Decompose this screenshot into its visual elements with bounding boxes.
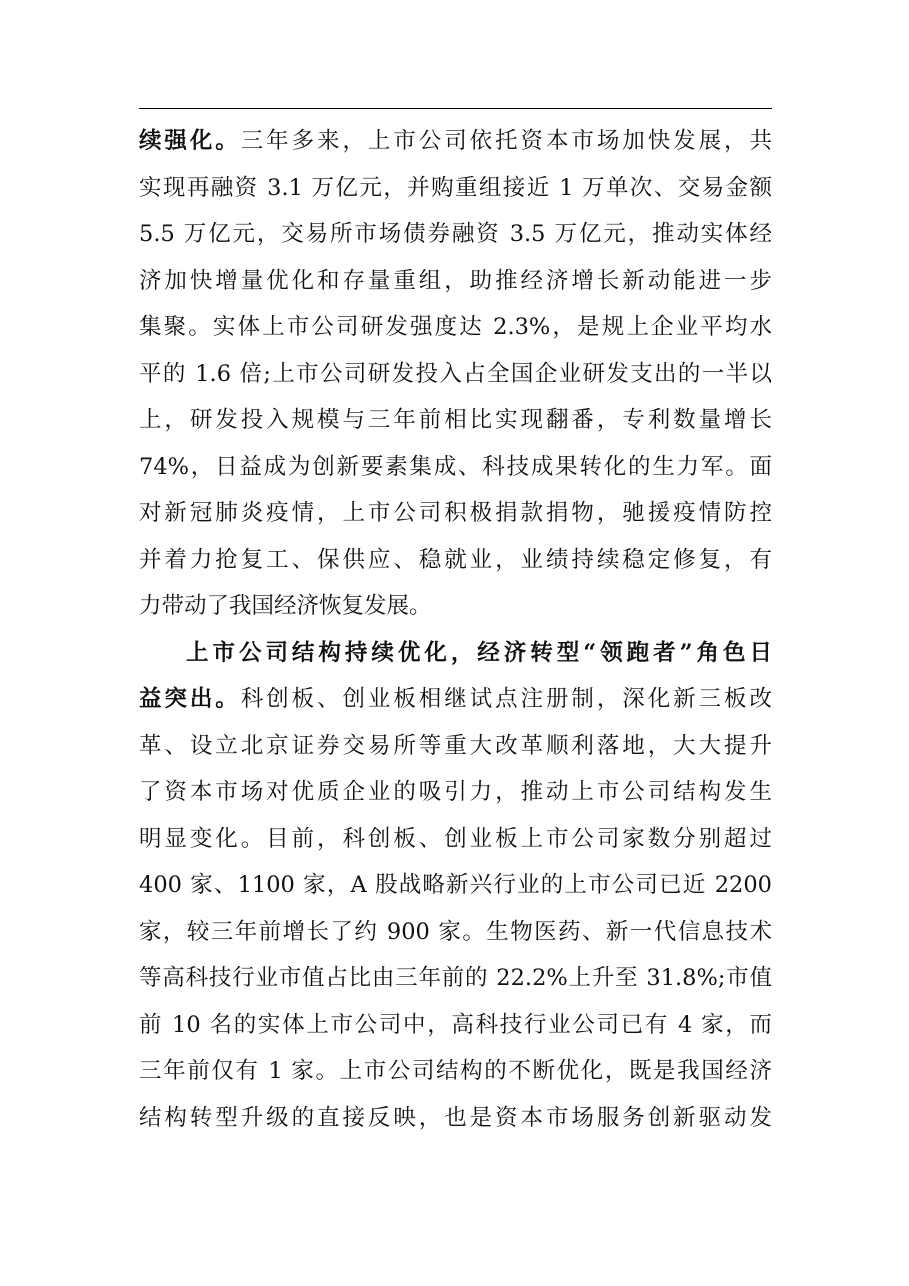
text-line — [139, 351, 772, 398]
text-run: 三年前仅有 1 家。上市公司结构的不断优化，既是我国经济 — [139, 1058, 772, 1084]
text-line — [139, 909, 772, 956]
text-run: 上，研发投入规模与三年前相比实现翻番，专利数量增长 — [139, 407, 772, 433]
text-run: 前 10 名的实体上市公司中，高科技行业公司已有 4 家，而 — [139, 1011, 772, 1038]
text-line — [139, 537, 772, 584]
text-line — [139, 769, 772, 816]
text-line — [139, 444, 772, 491]
text-line — [139, 676, 772, 723]
text-line — [139, 723, 772, 770]
text-run: 科创板、创业板相继试点注册制，深化新三板改 — [240, 686, 772, 712]
header-rule — [139, 108, 772, 109]
text-line — [139, 1048, 772, 1095]
text-line — [139, 304, 772, 351]
text-line — [139, 955, 772, 1002]
text-line — [139, 862, 772, 909]
text-run: 了资本市场对优质企业的吸引力，推动上市公司结构发生 — [139, 779, 772, 805]
text-run: 74%，日益成为创新要素集成、科技成果转化的生力军。面 — [139, 453, 772, 480]
text-line — [139, 118, 772, 165]
bold-run: 续强化。 — [139, 128, 241, 154]
text-run: 实现再融资 3.1 万亿元，并购重组接近 1 万单次、交易金额 — [139, 174, 772, 201]
body-text — [139, 118, 772, 1141]
text-run: 5.5 万亿元，交易所市场债券融资 3.5 万亿元，推动实体经 — [139, 221, 772, 247]
text-line — [139, 630, 772, 677]
text-line — [139, 490, 772, 537]
bold-run: 上市公司结构持续优化，经济转型“领跑者”角色日 — [186, 639, 772, 666]
text-run: 家，较三年前增长了约 900 家。生物医药、新一代信息技术 — [139, 918, 772, 945]
text-run: 平的 1.6 倍;上市公司研发投入占全国企业研发支出的一半以 — [139, 360, 772, 387]
text-run: 革、设立北京证券交易所等重大改革顺利落地，大大提升 — [139, 732, 772, 759]
text-line — [139, 211, 772, 258]
text-line — [139, 258, 772, 305]
bold-run: 益突出。 — [139, 686, 241, 712]
text-run: 集聚。实体上市公司研发强度达 2.3%，是规上企业平均水 — [139, 314, 772, 340]
text-line — [139, 583, 772, 630]
text-run: 结构转型升级的直接反映，也是资本市场服务创新驱动发 — [139, 1104, 772, 1131]
text-run: 等高科技行业市值占比由三年前的 22.2%上升至 31.8%;市值 — [139, 965, 772, 991]
text-line — [139, 816, 772, 863]
text-run: 400 家、1100 家，A 股战略新兴行业的上市公司已近 2200 — [139, 872, 772, 898]
text-run: 并着力抢复工、保供应、稳就业，业绩持续稳定修复，有 — [139, 546, 772, 573]
text-run: 力带动了我国经济恢复发展。 — [139, 593, 432, 619]
text-run: 明显变化。目前，科创板、创业板上市公司家数分别超过 — [139, 825, 772, 852]
text-line — [139, 397, 772, 444]
text-line — [139, 1002, 772, 1049]
text-line — [139, 1095, 772, 1142]
text-run: 济加快增量优化和存量重组，助推经济增长新动能进一步 — [139, 267, 772, 294]
text-line — [139, 165, 772, 212]
text-run: 对新冠肺炎疫情，上市公司积极捐款捐物，驰援疫情防控 — [139, 500, 772, 526]
text-run: 三年多来，上市公司依托资本市场加快发展，共 — [240, 128, 772, 154]
